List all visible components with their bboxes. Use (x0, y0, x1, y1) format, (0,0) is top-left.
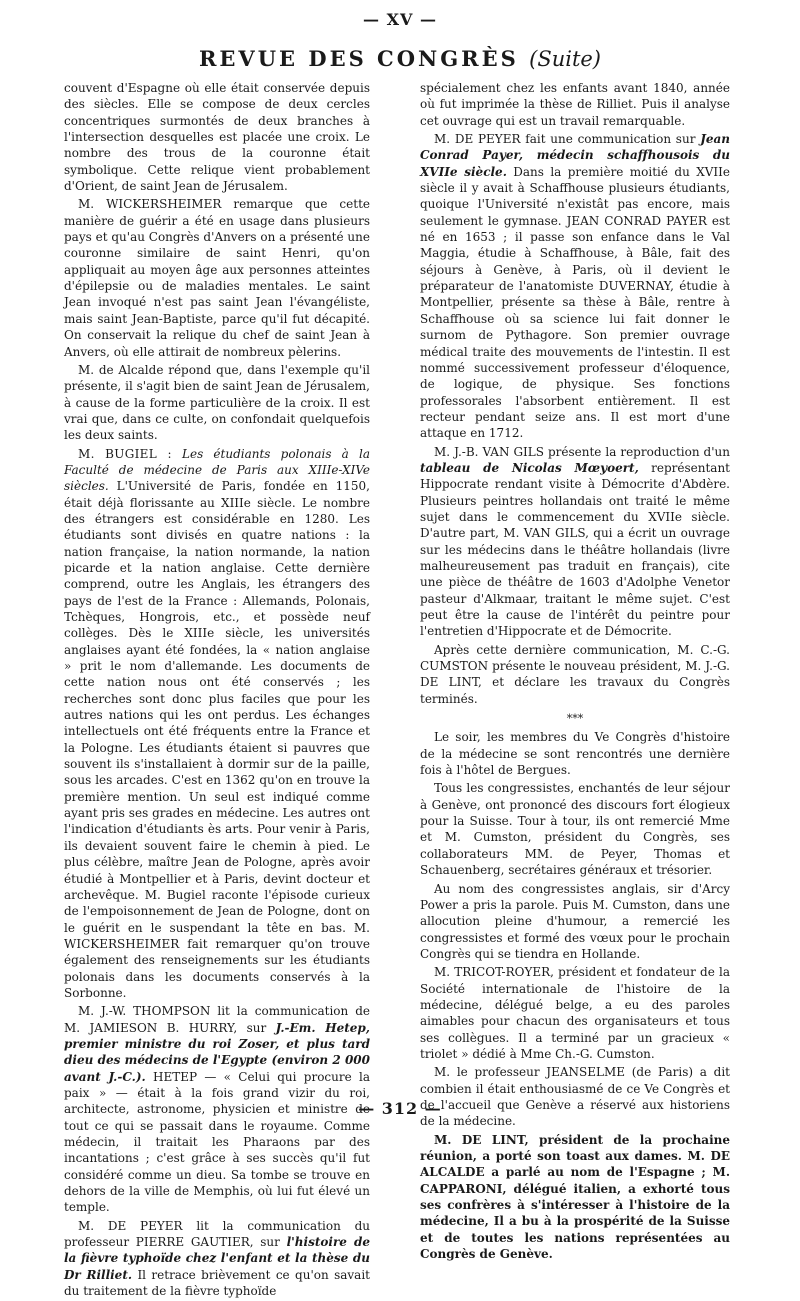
paragraph-intro: M. DE PEYER fait une communication sur (434, 132, 696, 147)
paragraph-body: HETEP — « Celui qui procure la paix » — était à la fois grand vizir du roi, architecte, astronome, physicien et ministre de tout ce qui se passait dans le royaume. Comme médecin, il traitait les Pharaons par des incantations ; c'est grâce à ses succès qu'il fut considéré comme un dieu. Sa tombe se trouve en dehors de la ville de Memphis, où lui fut élevé un temple. (64, 1069, 370, 1215)
title-main: REVUE DES CONGRÈS (198, 46, 519, 71)
paragraph: M. de Alcalde répond que, dans l'exemple qu'il présente, il s'agit bien de saint Jean de Jérusalem, à cause de la forme particulière de la croix. Il est vrai que, dans ce culte, on confondait quelquefois les deux saints. (64, 362, 370, 443)
paragraph: Tous les congressistes, enchantés de leur séjour à Genève, ont prononcé des discours fort élogieux pour la Suisse. Tour à tour, ils ont remercié Mme et M. Cumston, président du Congrès, ses collaborateurs MM. de Peyer, Thomas et Schauenberg, secrétaires généraux et trésorier. (420, 781, 730, 878)
page-number: — 312 — (358, 1099, 442, 1118)
paragraph: couvent d'Espagne où elle était conservée depuis des siècles. Elle se compose de deux cercles concentriques surmontés de deux branches à l'intersection desquelles est placée une croix. Le nombre des trous de la couronne était symbolique. Cette relique vient probablement d'Orient, de saint Jean de Jérusalem. (64, 81, 370, 194)
paragraph: M. WICKERSHEIMER remarque que cette manière de guérir a été en usage dans plusieurs pays et qu'au Congrès d'Anvers on a présenté une couronne similaire de saint Henri, qu'on appliquait au moyen âge aux personnes atteintes d'épilepsie ou de maladies mentales. Le saint Jean invoqué n'est pas saint Jean l'évangéliste, mais saint Jean-Baptiste, parce qu'il fut décapité. On conservait la relique du chef de saint Jean à Anvers, où elle attirait de nombreux pèlerins. (64, 197, 370, 359)
right-column (420, 80, 730, 1264)
communication-title: tableau de Nicolas Mœyoert, (420, 460, 639, 475)
paragraph-body: Il retrace brièvement ce qu'on savait du traitement de la fièvre typhoïde (64, 1267, 370, 1299)
communication-title: J.-Em. Hetep, premier ministre du roi Zoser, et plus tard dieu des médecins de l'Egypte (environ 2 000 avant J.-C.). (64, 1020, 370, 1084)
paragraph (420, 444, 730, 640)
section-separator-stars: *** (566, 712, 584, 726)
page-roman-numeral: — XV — (363, 10, 437, 29)
speaker-name: M. BUGIEL : (78, 446, 172, 461)
paragraph-intro: M. J.-W. THOMPSON lit la communication de M. JAMIESON B. HURRY, sur (64, 1004, 370, 1035)
paragraph-intro: M. J.-B. VAN GILS présente la reproduction d'un (434, 444, 730, 459)
title-suffix: (Suite) (529, 47, 602, 71)
paragraph: spécialement chez les enfants avant 1840, année où fut imprimée la thèse de Rilliet. Puis il analyse cet ouvrage qui est un travail remarquable. (420, 81, 730, 128)
paragraph (420, 131, 730, 442)
paragraph-body: Dans la première moitié du XVIIe siècle il y avait à Schaffhouse plusieurs étudiants, quoique l'Université n'existât pas encore, mais seulement le gymnase. JEAN CONRAD PAYER est né en 1653 ; il passe son enfance dans le Val Maggia, étudie à Schaffhouse, à Bâle, fait des séjours à Genève, à Paris, où il devient le préparateur de l'anatomiste DUVERNAY, étudie à Montpellier, présente sa thèse à Bâle, rentre à Schaffhouse où sa science lui fait donner le surnom de Pythagore. Son premier ouvrage médical traite des mouvements de l'intestin. Il est nommé successivement professeur d'éloquence, de logique, de physique. Ses fonctions professorales l'absorbent entièrement. Il est recteur pendant seize ans. Il est mort d'une attaque en 1712. (420, 164, 730, 441)
paragraph (64, 1218, 370, 1300)
paragraph-body: représentant Hippocrate rendant visite à Démocrite d'Abdère. Plusieurs peintres hollandais ont traité le même sujet dans le commencement du XVIIe siècle. D'autre part, M. VAN GILS, qui a écrit un ouvrage sur les médecins dans le théâtre hollandais (livre malheureusement pas traduit en français), cite une pièce de théâtre de 1603 d'Adolphe Venetor pasteur d'Alkmaar, traitant le même sujet. C'est peut être la cause de l'intérêt du peintre pour l'entretien d'Hippocrate et de Démocrite. (420, 460, 730, 639)
paragraph: Le soir, les membres du Ve Congrès d'histoire de la médecine se sont rencontrés une dernière fois à l'hôtel de Bergues. (420, 730, 730, 778)
paragraph: M. DE LINT, président de la prochaine réunion, a porté son toast aux dames. M. DE ALCALDE a parlé au nom de l'Espagne ; M. CAPPARONI, délégué italien, a exhorté tous ses confrères à s'intéresser à l'histoire de la médecine, Il a bu à la prospérité de la Suisse et de toutes les nations représentées au Congrès de Genève. (420, 1132, 730, 1262)
communication-title: l'histoire de la fièvre typhoïde chez l'enfant et la thèse du Dr Rilliet. (64, 1235, 370, 1282)
communication-title: Jean Conrad Payer, médecin schaffhousois du XVIIe siècle. (420, 132, 730, 179)
paragraph: Après cette dernière communication, M. C.-G. CUMSTON présente le nouveau président, M. J.-G. DE LINT, et déclare les travaux du Congrès terminés. (420, 642, 730, 706)
communication-title: Les étudiants polonais à la Faculté de médecine de Paris aux XIIIe-XIVe siècles. (64, 446, 370, 494)
paragraph: M. le professeur JEANSELME (de Paris) a dit combien il était enthousiasmé de ce Ve Congrès et de l'accueil que Genève a réservé aux historiens de la médecine. (420, 1065, 730, 1129)
paragraph (64, 446, 370, 1002)
paragraph-body: L'Université de Paris, fondée en 1150, était déjà florissante au XIIIe siècle. Le nombre des étrangers est considérable en 1280. Les étudiants sont divisés en quatre nations : la nation française, la nation normande, la nation picarde et la nation anglaise. Cette dernière comprend, outre les Anglais, les étrangers des pays de l'est de la France : Allemands, Polonais, Tchèques, Hongrois, etc., et possède neuf collèges. Dès le XIIIe siècle, les universités anglaises ayant été fondées, la « nation anglaise » prit le nom d'allemande. Les documents de cette nation nous ont été conservés ; les recherches sont donc plus faciles que pour les autres nations qui les ont perdus. Les échanges intellectuels ont été fréquents entre la France et la Pologne. Les étudiants étaient si pauvres que souvent ils s'installaient à dormir sur de la paille, sous les arcades. C'est en 1362 qu'on en trouve la première mention. Un seul est indiqué comme ayant pris ses grades en médecine. Les autres ont l'indication d'étudiants ès arts. Pour venir à Paris, ils devaient souvent faire le chemin à pied. Le plus célèbre, maître Jean de Pologne, après avoir étudié à Montpellier et à Paris, devint docteur et archevêque. M. Bugiel raconte l'épisode curieux de l'empoisonnement de Jean de Pologne, dont on le guérit en le suspendant la tête en bas. M. WICKERSHEIMER fait remarquer qu'on trouve également des renseignements sur les étudiants polonais dans les documents conservés à la Sorbonne. (64, 479, 370, 1000)
page-title (0, 46, 800, 71)
paragraph: Au nom des congressistes anglais, sir d'Arcy Power a pris la parole. Puis M. Cumston, dans une allocution pleine d'humour, a remercié les congressistes et formé des vœux pour le prochain Congrès qui se tiendra en Hollande. (420, 881, 730, 961)
paragraph: M. TRICOT-ROYER, président et fondateur de la Société internationale de l'histoire de la médecine, délégué belge, a eu des paroles aimables pour chacun des organisateurs et tous ses collègues. Il a terminé par un gracieux « triolet » dédié à Mme Ch.-G. Cumston. (420, 965, 730, 1061)
paragraph-intro: M. DE PEYER lit la communication du professeur PIERRE GAUTIER, sur (64, 1218, 370, 1250)
